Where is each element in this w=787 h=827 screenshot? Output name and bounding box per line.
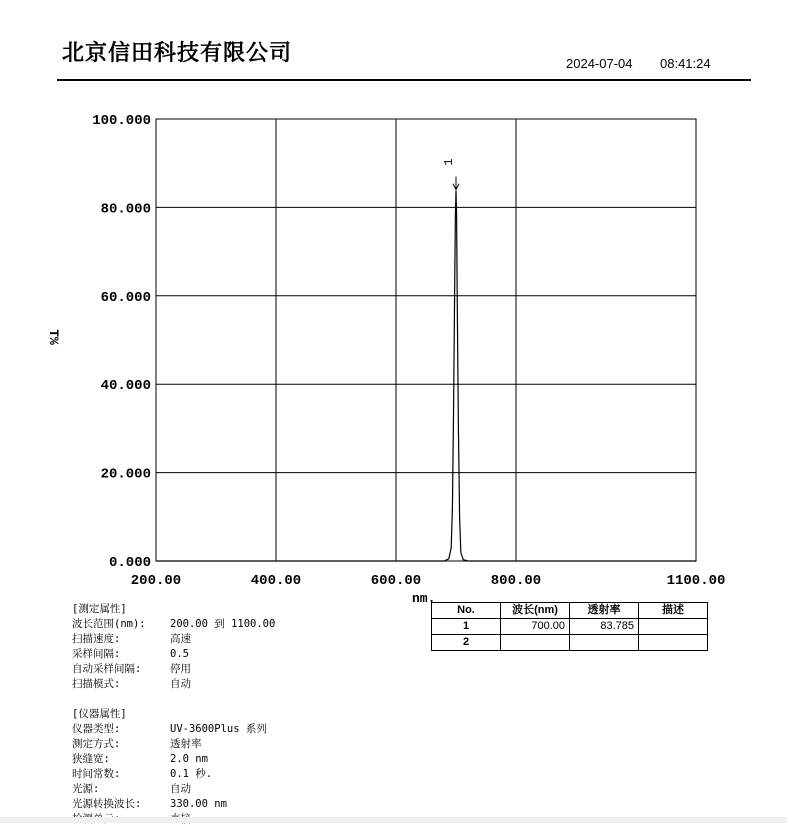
col-header-wavelength: 波长(nm) [501, 603, 570, 619]
cell-no: 1 [432, 619, 501, 635]
peak-table [431, 602, 708, 651]
cell-transmittance [570, 635, 639, 651]
table-row [432, 619, 708, 635]
property-value: 自动 [170, 677, 191, 692]
y-axis-label: T% [46, 329, 61, 345]
property-key: 扫描模式: [72, 677, 170, 692]
x-tick-label: 200.00 [131, 573, 181, 589]
property-key: 测定方式: [72, 737, 170, 752]
x-tick-label: 800.00 [491, 573, 541, 589]
cell-transmittance: 83.785 [570, 619, 639, 635]
x-axis-label: nm. [412, 591, 435, 606]
print-time: 08:41:24 [660, 56, 711, 71]
property-key: 波长范围(nm): [72, 617, 170, 632]
print-date: 2024-07-04 [566, 56, 633, 71]
property-value: 自动 [170, 782, 191, 797]
property-row [72, 632, 275, 647]
cell-wavelength [501, 635, 570, 651]
company-name: 北京信田科技有限公司 [62, 36, 292, 67]
property-row [72, 737, 267, 752]
property-row [72, 617, 275, 632]
property-row [72, 662, 275, 677]
tick-label-layer [92, 113, 725, 589]
property-value: 2.0 nm [170, 752, 208, 767]
x-tick-label: 400.00 [251, 573, 301, 589]
peak-marker-label: 1 [442, 158, 456, 165]
y-tick-label: 100.000 [92, 113, 151, 129]
page-bottom-edge [0, 817, 787, 823]
peak-marker-layer [442, 158, 459, 189]
property-row [72, 782, 267, 797]
property-value: 高速 [170, 632, 191, 647]
property-key: 扫描速度: [72, 632, 170, 647]
property-key: 时间常数: [72, 767, 170, 782]
col-header-transmittance: 透射率 [570, 603, 639, 619]
property-key: 光源: [72, 782, 170, 797]
property-value: 200.00 到 1100.00 [170, 617, 275, 632]
instrument-properties-title: [仪器属性] [72, 707, 267, 722]
y-tick-label: 0.000 [109, 555, 151, 571]
property-row [72, 647, 275, 662]
y-tick-label: 60.000 [101, 290, 151, 306]
property-value: UV-3600Plus 系列 [170, 722, 267, 737]
table-row [432, 635, 708, 651]
property-row [72, 767, 267, 782]
property-key: 狭缝宽: [72, 752, 170, 767]
y-tick-label: 80.000 [101, 201, 151, 217]
property-key: 光源转换波长: [72, 797, 170, 812]
y-tick-label: 40.000 [101, 378, 151, 394]
property-row [72, 677, 275, 692]
property-value: 0.1 秒. [170, 767, 212, 782]
col-header-description: 描述 [639, 603, 708, 619]
property-key: 自动采样间隔: [72, 662, 170, 677]
measurement-properties-title: [测定属性] [72, 602, 275, 617]
property-value: 330.00 nm [170, 797, 227, 812]
property-row [72, 797, 267, 812]
property-value: 停用 [170, 662, 191, 677]
series-layer [156, 191, 696, 562]
property-key: 仪器类型: [72, 722, 170, 737]
col-header-no: No. [432, 603, 501, 619]
property-row [72, 722, 267, 737]
x-tick-label: 600.00 [371, 573, 421, 589]
instrument-properties [72, 707, 267, 827]
cell-wavelength: 700.00 [501, 619, 570, 635]
plot-frame [156, 119, 696, 561]
property-value: 透射率 [170, 737, 202, 752]
property-value: 0.5 [170, 647, 189, 662]
spectrum-line [156, 191, 696, 561]
measurement-properties [72, 602, 275, 692]
cell-description [639, 635, 708, 651]
property-row [72, 752, 267, 767]
y-tick-label: 20.000 [101, 467, 151, 483]
property-key: 采样间隔: [72, 647, 170, 662]
cell-description [639, 619, 708, 635]
x-tick-label: 1100.00 [667, 573, 726, 589]
cell-no: 2 [432, 635, 501, 651]
grid-layer [156, 119, 696, 561]
